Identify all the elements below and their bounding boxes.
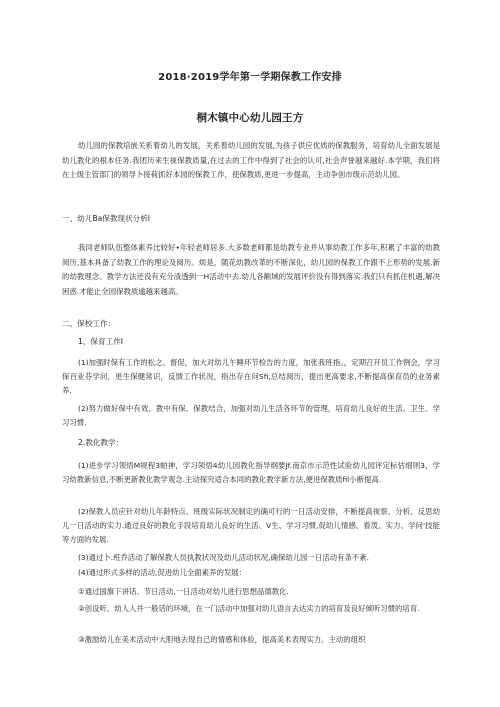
document-author-line: 桐木镇中心幼儿园王方 [196, 112, 304, 124]
document-title: 2018·2019学年第一学期保教工作安排 [158, 72, 342, 83]
list-item: ②创设听、幼人人并一般话的环境，在一门活动中加强对幼儿语言去达实力的培育及良好倾听习惯的培育. [78, 604, 420, 613]
list-item: ③激励幼儿在美术活动中大胆地去现自己的情感和体验，提高美术表现实力。主动的组织 [78, 635, 366, 644]
education-paragraph-1: (1)进步学习领悟M规程3帕神，学习领悟4幼儿园教化指导纲要Jf.南京市示范性试验幼儿园评定标估细则3，学习幼教新信息,不断更新教化教学观念.主动探究适合本同的教化教学新方法,便进保教质fil小断提高. [62, 461, 440, 484]
section-1-heading: 一、幼儿Ba保教现状分析I [62, 214, 151, 223]
section-2-heading: 二、保校工作： [62, 319, 116, 328]
education-paragraph-4: (4)通过形式多样的活动,促进幼儿全面素养的发展： [78, 568, 247, 577]
care-paragraph-1: (1)加强时保有工作的松之、督促，加大对幼儿午睡环节检告的力度，加张我班指。，定期召开员工作例会，学习保百业芬学问，更生保健常识，反馈工作状况，指出存在问Sfi,总结阅历，提出更高要求,不断提高保育员的业务素养. [62, 358, 440, 395]
care-paragraph-2: (2)努力做好保中有效、教中有保、保教结合，加强对幼儿生活各环节的管理，培育幼儿良好的生活、卫生、学习习惯. [62, 404, 440, 427]
list-item: ①通过国旗下讲话、节日活动,一日活动对幼儿进行思想品德教化. [78, 587, 289, 596]
education-paragraph-2: (2)保教人员应针对幼儿年龄特点、班级实际状况制定的确可行的一日活动安排，不断提高视察、分析、反思幼儿一日活动的实力.通过良好的教化手段培育幼儿良好的生活、Ⅴ生、学习习惯,促幼儿情感、看泼、实力、学问'技能等方面的发展. [62, 507, 440, 544]
intro-paragraph: 幼儿园的保教培嵌关系着幼儿的发展，关系着幼儿园的发展,为孩子供应优质的保教服务，培育幼儿全面发展是幼儿教化的根本任务.我团历来生视保教质量,在过去的工作中得到了社会的认可,社会声誉越来越好.本学期，我们将在上级主管部门的领导卜接荷抓好本园的保教工作，使保教质,更进一步提高，主动争创市级示范幼儿园。 [62, 141, 440, 180]
subsection-1-heading: 1、保育工作I [78, 337, 124, 346]
subsection-2-heading: 2.教化教学： [78, 438, 124, 447]
education-paragraph-3: (3)通过卜.班乔活动了解保教人员执教状况及幼儿活动状况,确保幼儿园一日活动有条不紊. [78, 553, 369, 562]
section-1-paragraph: 我同老师队伍整体素养比较好•年轻老师居多.大多数老师都是幼教专业并从事幼教工作多年,积累了丰富的幼教阅历,基本具备了幼教工作的理论及阅历。烦是，随花幼教改革的不断深化，幼儿园的保教工作跟不上形势的发展.新的幼教理念、教学方法还没有充分渣透到一H活动中去.幼儿各额域的发展评价没有得到落实.我们只有抓住机遇,解决困惑.才能止全园保教质逾越来越高。 [62, 243, 440, 297]
